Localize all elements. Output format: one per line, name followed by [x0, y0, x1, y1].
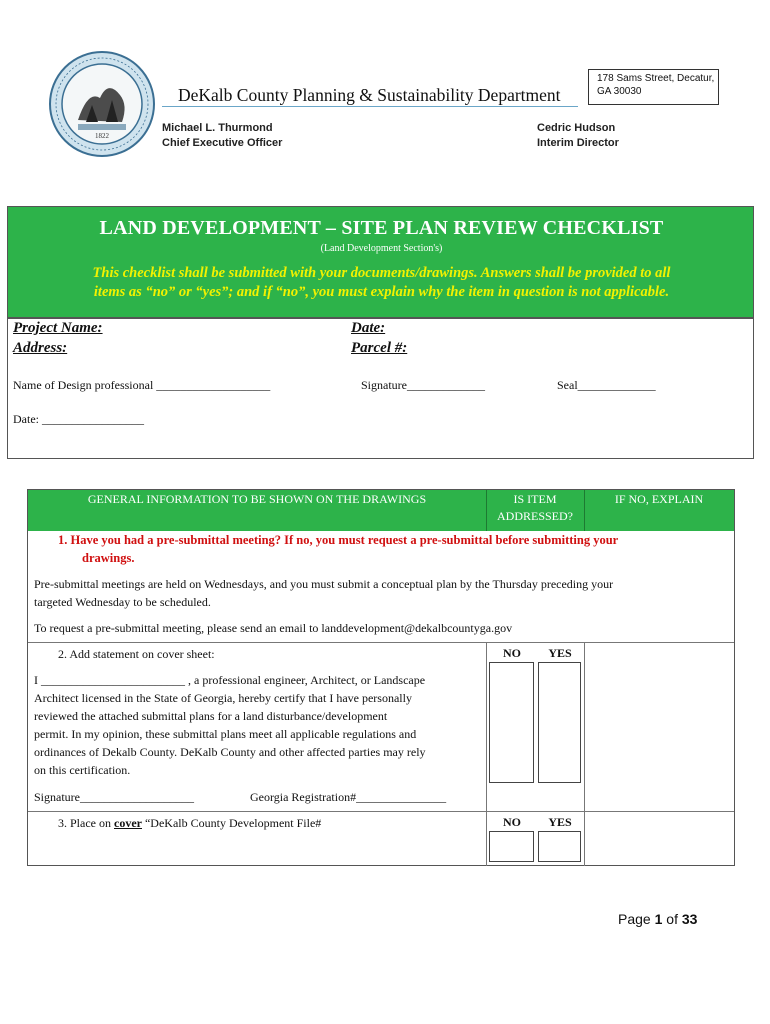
checklist-title: LAND DEVELOPMENT – SITE PLAN REVIEW CHECKLIST — [99, 217, 664, 239]
seal-year: 1822 — [95, 132, 109, 140]
left-official — [162, 121, 282, 151]
question-2-statement — [34, 671, 484, 779]
statement-line-2: Architect licensed in the State of Georgia, hereby certify that I have personally — [34, 691, 412, 705]
col-divider-left — [486, 642, 487, 866]
header-rule — [162, 106, 578, 107]
question-2: 2. Add statement on cover sheet: — [58, 647, 215, 661]
date-label: Date: — [351, 320, 386, 336]
instruction-line-2: items as “no” or “yes”; and if “no”, you must explain why the item in question is not applicable. — [93, 284, 670, 300]
right-official — [537, 121, 619, 151]
col-addressed-line-2: ADDRESSED? — [496, 509, 573, 523]
instruction-line-1: This checklist shall be submitted with your documents/drawings. Answers shall be provided to all — [92, 265, 671, 281]
statement-registration-line[interactable]: Georgia Registration#_______________ — [250, 790, 447, 804]
header-divider-2 — [584, 490, 585, 531]
left-official-title: Chief Executive Officer — [162, 137, 283, 149]
page-total: 33 — [681, 911, 698, 927]
question-1-line-1: 1. Have you had a pre-submittal meeting? If no, you must request a pre-submittal before submitting your — [58, 533, 619, 547]
question-1-note — [34, 575, 724, 611]
address-label: Address: — [13, 340, 68, 356]
statement-line-6: on this certification. — [34, 763, 131, 777]
checklist-banner — [7, 206, 754, 318]
page-prefix: Page — [618, 911, 655, 927]
question-1-email: To request a pre-submittal meeting, please send an email to landdevelopment@dekalbcountyga.gov — [34, 621, 513, 635]
question-3 — [58, 814, 321, 832]
question-1-line-2: drawings. — [82, 551, 135, 565]
row-divider-1 — [28, 642, 734, 643]
parcel-label: Parcel #: — [351, 340, 408, 356]
question-3-suffix: “DeKalb County Development File# — [141, 816, 322, 830]
department-title: DeKalb County Planning & Sustainability Department — [178, 85, 561, 105]
q3-yes-label: YES — [548, 815, 572, 829]
dekalb-county-seal — [48, 50, 156, 158]
right-official-name: Cedric Hudson — [537, 122, 616, 134]
statement-line-3: reviewed the attached submittal plans for a land disturbance/development — [34, 709, 388, 723]
q2-yes-checkbox[interactable] — [538, 662, 581, 783]
question-1-note-line-1: Pre-submittal meetings are held on Wednesdays, and you must submit a conceptual plan by the Thursday preceding your — [34, 577, 614, 591]
checklist-instructions — [8, 264, 755, 302]
date-field[interactable]: Date: _________________ — [13, 412, 144, 426]
statement-line-1: I ________________________ , a professional engineer, Architect, or Landscape — [34, 673, 426, 687]
col-general-info-header: GENERAL INFORMATION TO BE SHOWN ON THE DRAWINGS — [87, 492, 427, 506]
statement-line-4: permit. In my opinion, these submittal plans meet all applicable regulations and — [34, 727, 417, 741]
question-3-prefix: 3. Place on — [58, 816, 114, 830]
project-name-label: Project Name: — [13, 320, 103, 336]
q3-yes-checkbox[interactable] — [538, 831, 581, 862]
row-divider-2 — [28, 811, 734, 812]
col-divider-right — [584, 642, 585, 866]
project-info-box — [7, 318, 754, 459]
design-professional-field[interactable]: Name of Design professional ___________________ — [13, 378, 271, 392]
seal-field[interactable]: Seal_____________ — [557, 378, 656, 392]
checklist-table — [27, 489, 735, 866]
page-number — [618, 911, 697, 927]
right-official-title: Interim Director — [537, 137, 619, 149]
col-explain-header: IF NO, EXPLAIN — [614, 492, 704, 506]
header-divider-1 — [486, 490, 487, 531]
question-1 — [58, 531, 718, 567]
q2-yes-label: YES — [548, 646, 572, 660]
question-1-note-line-2: targeted Wednesday to be scheduled. — [34, 595, 211, 609]
page-of: of — [662, 911, 682, 927]
col-addressed-header — [486, 491, 584, 525]
col-addressed-line-1: IS ITEM — [513, 492, 557, 506]
address-line-1: 178 Sams Street, Decatur, — [597, 73, 715, 84]
address-box — [588, 69, 719, 105]
q2-no-checkbox[interactable] — [489, 662, 534, 783]
signature-field[interactable]: Signature_____________ — [361, 378, 485, 392]
q3-no-checkbox[interactable] — [489, 831, 534, 862]
q2-no-label: NO — [503, 646, 521, 660]
left-official-name: Michael L. Thurmond — [162, 122, 273, 134]
statement-signature-line[interactable]: Signature___________________ — [34, 790, 194, 804]
checklist-subtitle: (Land Development Section's) — [320, 243, 443, 254]
page-current: 1 — [654, 911, 663, 927]
q3-no-label: NO — [503, 815, 521, 829]
statement-line-5: ordinances of Dekalb County. DeKalb County and other affected parties may rely — [34, 745, 426, 759]
question-3-cover: cover — [114, 816, 142, 830]
address-line-2: GA 30030 — [597, 86, 642, 97]
